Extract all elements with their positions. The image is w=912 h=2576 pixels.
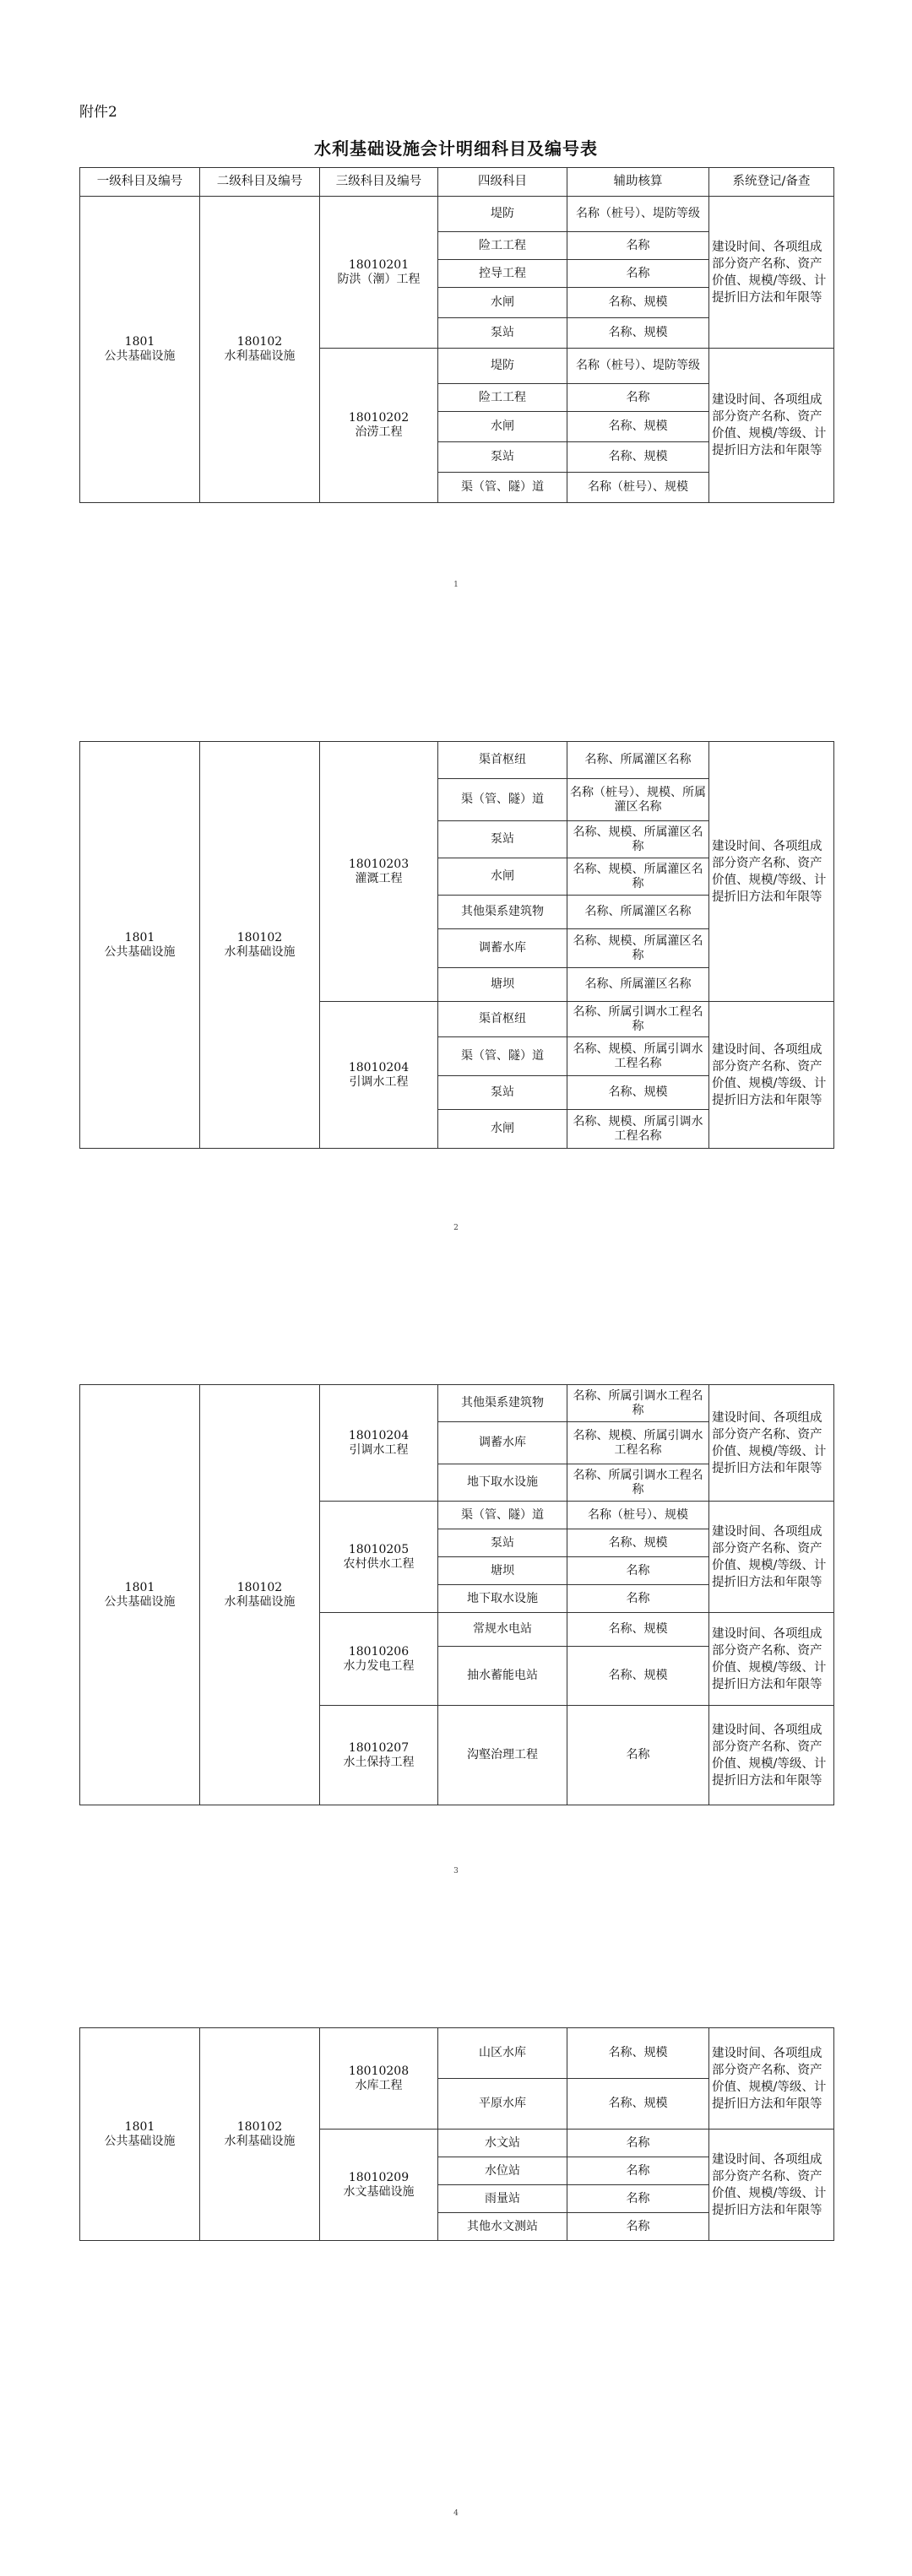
level2-cell <box>200 2028 320 2241</box>
aux-accounting: 名称 <box>567 2157 709 2185</box>
level1-name: 公共基础设施 <box>104 1594 176 1609</box>
level1-name: 公共基础设施 <box>104 944 176 959</box>
aux-accounting: 名称 <box>567 2213 709 2241</box>
level4-item: 抽水蓄能电站 <box>438 1647 567 1706</box>
level4-item: 泵站 <box>438 1076 567 1110</box>
level4-item: 地下取水设施 <box>438 1464 567 1502</box>
level4-item: 水闸 <box>438 412 567 442</box>
level2-name: 水利基础设施 <box>224 944 296 959</box>
level3-cell <box>320 349 438 503</box>
level3-code: 18010202 <box>348 411 410 425</box>
level3-code: 18010208 <box>348 2064 410 2078</box>
column-header: 一级科目及编号 <box>80 168 200 197</box>
page-number: 3 <box>453 1867 459 1875</box>
aux-accounting: 名称、规模、所属灌区名称 <box>567 858 709 896</box>
level4-item: 调蓄水库 <box>438 1422 567 1464</box>
level3-code: 18010201 <box>348 257 410 272</box>
aux-accounting: 名称、规模 <box>567 318 709 349</box>
account-table-page-2 <box>79 741 834 1149</box>
document-title: 水利基础设施会计明细科目及编号表 <box>314 138 598 159</box>
system-register-note: 建设时间、各项组成部分资产名称、资产价值、规模/等级、计提折旧方法和年限等 <box>709 1502 834 1613</box>
aux-accounting: 名称、所属引调水工程名称 <box>567 1464 709 1502</box>
aux-accounting: 名称、规模、所属引调水工程名称 <box>567 1110 709 1149</box>
level1-cell <box>80 2028 200 2241</box>
level3-cell <box>320 1502 438 1613</box>
level4-item: 水闸 <box>438 288 567 318</box>
level4-item: 泵站 <box>438 821 567 858</box>
system-register-note: 建设时间、各项组成部分资产名称、资产价值、规模/等级、计提折旧方法和年限等 <box>709 197 834 349</box>
level4-item: 险工工程 <box>438 384 567 412</box>
system-register-note: 建设时间、各项组成部分资产名称、资产价值、规模/等级、计提折旧方法和年限等 <box>709 2028 834 2130</box>
level2-cell <box>200 1385 320 1805</box>
aux-accounting: 名称 <box>567 2130 709 2157</box>
aux-accounting: 名称、规模、所属引调水工程名称 <box>567 1037 709 1076</box>
level1-code: 1801 <box>124 1580 155 1594</box>
column-header: 四级科目 <box>438 168 567 197</box>
level4-item: 其他渠系建筑物 <box>438 896 567 929</box>
table-row <box>80 197 834 232</box>
aux-accounting: 名称、所属引调水工程名称 <box>567 1002 709 1037</box>
level4-item: 地下取水设施 <box>438 1585 567 1613</box>
level3-name: 引调水工程 <box>349 1074 409 1089</box>
level3-code: 18010207 <box>348 1740 410 1755</box>
aux-accounting: 名称 <box>567 260 709 288</box>
aux-accounting: 名称、规模 <box>567 1076 709 1110</box>
column-header: 三级科目及编号 <box>320 168 438 197</box>
aux-accounting: 名称、规模 <box>567 1613 709 1647</box>
level3-cell <box>320 1613 438 1706</box>
level4-item: 渠（管、隧）道 <box>438 779 567 821</box>
aux-accounting: 名称 <box>567 2185 709 2213</box>
header-row <box>80 168 834 197</box>
level4-item: 水文站 <box>438 2130 567 2157</box>
level4-item: 平原水库 <box>438 2079 567 2130</box>
aux-accounting: 名称、规模 <box>567 2079 709 2130</box>
level1-cell <box>80 197 200 503</box>
account-table-page-4 <box>79 2027 834 2241</box>
aux-accounting: 名称 <box>567 232 709 260</box>
level1-cell <box>80 1385 200 1805</box>
level3-cell <box>320 197 438 349</box>
level3-cell <box>320 1706 438 1805</box>
aux-accounting: 名称、规模 <box>567 2028 709 2079</box>
system-register-note: 建设时间、各项组成部分资产名称、资产价值、规模/等级、计提折旧方法和年限等 <box>709 1613 834 1706</box>
level2-cell <box>200 197 320 503</box>
level1-name: 公共基础设施 <box>104 2134 176 2148</box>
aux-accounting: 名称、所属引调水工程名称 <box>567 1385 709 1422</box>
level4-item: 水闸 <box>438 858 567 896</box>
level3-code: 18010206 <box>348 1644 410 1659</box>
level4-item: 渠首枢纽 <box>438 742 567 779</box>
level4-item: 泵站 <box>438 442 567 473</box>
level4-item: 渠（管、隧）道 <box>438 1037 567 1076</box>
level3-code: 18010205 <box>348 1542 410 1556</box>
level3-name: 水力发电工程 <box>343 1659 415 1673</box>
level3-name: 水库工程 <box>355 2078 403 2092</box>
level3-name: 水文基础设施 <box>343 2184 415 2199</box>
aux-accounting: 名称、规模、所属灌区名称 <box>567 929 709 968</box>
level1-code: 1801 <box>124 2119 155 2134</box>
aux-accounting: 名称（桩号）、堤防等级 <box>567 349 709 384</box>
level2-code: 180102 <box>236 335 283 349</box>
aux-accounting: 名称（桩号）、规模 <box>567 473 709 503</box>
level3-cell <box>320 1385 438 1502</box>
aux-accounting: 名称、所属灌区名称 <box>567 896 709 929</box>
level1-name: 公共基础设施 <box>104 349 176 363</box>
level3-name: 灌溉工程 <box>355 871 403 885</box>
level4-item: 渠（管、隧）道 <box>438 1502 567 1529</box>
level4-item: 控导工程 <box>438 260 567 288</box>
aux-accounting: 名称、所属灌区名称 <box>567 968 709 1002</box>
page-number: 4 <box>453 2509 459 2518</box>
level2-name: 水利基础设施 <box>224 349 296 363</box>
attachment-label: 附件2 <box>79 104 117 121</box>
level3-code: 18010204 <box>348 1060 410 1074</box>
level1-cell <box>80 742 200 1149</box>
aux-accounting: 名称 <box>567 1557 709 1585</box>
level3-name: 农村供水工程 <box>343 1556 415 1571</box>
system-register-note: 建设时间、各项组成部分资产名称、资产价值、规模/等级、计提折旧方法和年限等 <box>709 1002 834 1149</box>
level4-item: 渠（管、隧）道 <box>438 473 567 503</box>
level3-code: 18010209 <box>348 2170 410 2184</box>
aux-accounting: 名称、规模 <box>567 412 709 442</box>
aux-accounting: 名称、规模 <box>567 288 709 318</box>
level3-name: 治涝工程 <box>355 425 403 439</box>
aux-accounting: 名称（桩号）、堤防等级 <box>567 197 709 232</box>
table-row <box>80 1385 834 1422</box>
aux-accounting: 名称 <box>567 1585 709 1613</box>
level3-name: 防洪（潮）工程 <box>337 272 421 286</box>
level1-code: 1801 <box>124 335 155 349</box>
level2-cell <box>200 742 320 1149</box>
level3-cell <box>320 2028 438 2130</box>
system-register-note: 建设时间、各项组成部分资产名称、资产价值、规模/等级、计提折旧方法和年限等 <box>709 349 834 503</box>
aux-accounting: 名称、规模 <box>567 1529 709 1557</box>
aux-accounting: 名称、规模、所属灌区名称 <box>567 821 709 858</box>
level1-code: 1801 <box>124 930 155 944</box>
aux-accounting: 名称、规模、所属引调水工程名称 <box>567 1422 709 1464</box>
level4-item: 雨量站 <box>438 2185 567 2213</box>
account-table-page-1 <box>79 167 834 503</box>
level4-item: 堤防 <box>438 197 567 232</box>
page-number: 1 <box>453 581 459 589</box>
level3-cell <box>320 742 438 1002</box>
level4-item: 塘坝 <box>438 1557 567 1585</box>
level4-item: 泵站 <box>438 318 567 349</box>
level4-item: 调蓄水库 <box>438 929 567 968</box>
level2-code: 180102 <box>236 2119 283 2134</box>
aux-accounting: 名称（桩号）、规模 <box>567 1502 709 1529</box>
level3-code: 18010203 <box>348 857 410 871</box>
column-header: 二级科目及编号 <box>200 168 320 197</box>
table-row <box>80 742 834 779</box>
system-register-note: 建设时间、各项组成部分资产名称、资产价值、规模/等级、计提折旧方法和年限等 <box>709 2130 834 2241</box>
level2-code: 180102 <box>236 1580 283 1594</box>
account-table-page-3 <box>79 1384 834 1805</box>
level4-item: 山区水库 <box>438 2028 567 2079</box>
level4-item: 其他渠系建筑物 <box>438 1385 567 1422</box>
level4-item: 其他水文测站 <box>438 2213 567 2241</box>
aux-accounting: 名称（桩号）、规模、所属灌区名称 <box>567 779 709 821</box>
level4-item: 泵站 <box>438 1529 567 1557</box>
column-header: 系统登记/备查 <box>709 168 834 197</box>
page-number: 2 <box>453 1224 459 1232</box>
level4-item: 沟壑治理工程 <box>438 1706 567 1805</box>
level2-name: 水利基础设施 <box>224 2134 296 2148</box>
table-row <box>80 2028 834 2079</box>
level4-item: 常规水电站 <box>438 1613 567 1647</box>
level4-item: 险工工程 <box>438 232 567 260</box>
aux-accounting: 名称、规模 <box>567 442 709 473</box>
level3-cell <box>320 1002 438 1149</box>
level3-name: 引调水工程 <box>349 1442 409 1457</box>
level4-item: 水位站 <box>438 2157 567 2185</box>
system-register-note: 建设时间、各项组成部分资产名称、资产价值、规模/等级、计提折旧方法和年限等 <box>709 742 834 1002</box>
level3-name: 水土保持工程 <box>343 1755 415 1769</box>
aux-accounting: 名称、所属灌区名称 <box>567 742 709 779</box>
level4-item: 堤防 <box>438 349 567 384</box>
level3-code: 18010204 <box>348 1428 410 1442</box>
level4-item: 渠首枢纽 <box>438 1002 567 1037</box>
aux-accounting: 名称、规模 <box>567 1647 709 1706</box>
system-register-note: 建设时间、各项组成部分资产名称、资产价值、规模/等级、计提折旧方法和年限等 <box>709 1385 834 1502</box>
system-register-note: 建设时间、各项组成部分资产名称、资产价值、规模/等级、计提折旧方法和年限等 <box>709 1706 834 1805</box>
aux-accounting: 名称 <box>567 384 709 412</box>
column-header: 辅助核算 <box>567 168 709 197</box>
level4-item: 水闸 <box>438 1110 567 1149</box>
level4-item: 塘坝 <box>438 968 567 1002</box>
level3-cell <box>320 2130 438 2241</box>
aux-accounting: 名称 <box>567 1706 709 1805</box>
level2-name: 水利基础设施 <box>224 1594 296 1609</box>
level2-code: 180102 <box>236 930 283 944</box>
